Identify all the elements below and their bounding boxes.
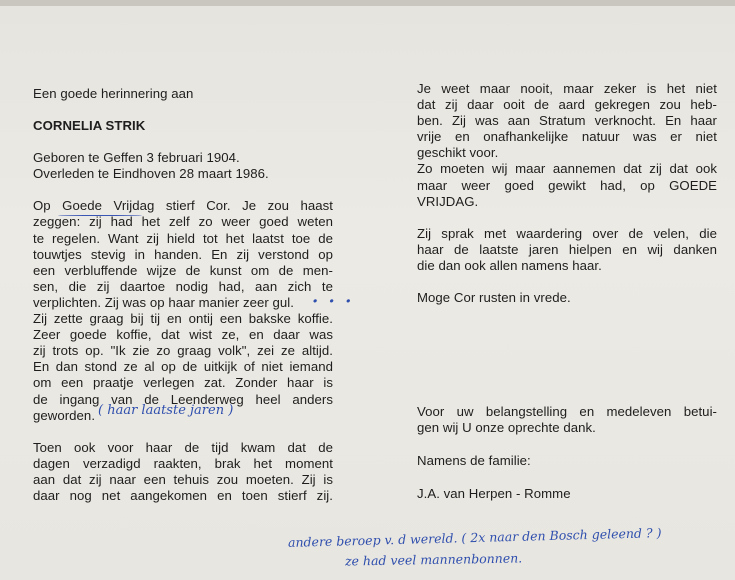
deceased-name: CORNELIA STRIK [33, 118, 146, 134]
handwritten-note-bottom-1: andere beroep v. d wereld. ( 2x naar den Bosch geleend ? ) [287, 525, 662, 550]
left-paragraph-1 [33, 198, 333, 423]
text-line: zeggen: zij had het zelf zo weer goed weten [33, 214, 333, 230]
text-line: dagen verzadigd raakten, brak het moment [33, 455, 333, 471]
text-line: verplichten. Zij was op haar manier zeer gul. [33, 294, 294, 310]
text-line: sen, die zij daartoe nodig had, aan zich te [33, 278, 333, 294]
text-line: geschikt voor. [417, 145, 499, 161]
left-column [33, 86, 333, 504]
text-line: En dan stond ze al op de uitkijk of niet iemand [33, 359, 333, 375]
text-line: Zo moeten wij maar aannemen dat zij dat ook [417, 161, 717, 177]
handwritten-underline [58, 215, 142, 216]
right-column [417, 81, 717, 306]
text-line: aan dat zij naar een tehuis zou moeten. Zij is [33, 471, 333, 487]
rest-in-peace: Moge Cor rusten in vrede. [417, 290, 571, 306]
intro-line: Een goede herinnering aan [33, 86, 194, 101]
text-line: VRIJDAG. [417, 193, 479, 209]
text-line: touwtjes stevig in handen. En zij verstond op [33, 246, 333, 262]
family-name: J.A. van Herpen - Romme [417, 486, 571, 502]
text-line: dat zij daar ooit de aard gekregen zou heb- [417, 97, 717, 113]
text-line: Voor uw belangstelling en medeleven betui- [417, 404, 717, 419]
left-paragraph-2 [33, 440, 333, 504]
handwritten-note-bottom-2: ze had veel mannenbonnen. [344, 550, 523, 569]
handwritten-note-years: ( haar laatste jaren ) [98, 403, 234, 418]
text-line: zij trots op. "Ik zie zo graag volk", zei ze altijd. [33, 343, 333, 359]
text-line: een verbluffende wijze de kunst om de men- [33, 262, 333, 278]
text-line: de ingang van de Leenderweg heel anders [33, 391, 333, 407]
text-line: ben. Zij was aan Stratum verknocht. En haar [417, 113, 717, 129]
text-line: om een praatje verlegen zat. Zonder haar is [33, 375, 333, 391]
death-line: Overleden te Eindhoven 28 maart 1986. [33, 166, 269, 182]
text-line: daar nog net aangekomen en toen stierf zij. [33, 487, 333, 503]
family-label: Namens de familie: [417, 453, 531, 469]
text-line: Toen ook voor haar de tijd kwam dat de [33, 439, 333, 455]
text-line: vrije en onafhankelijke natuur was er niet [417, 129, 717, 145]
handwritten-dots: · · · [312, 291, 354, 312]
text-line: te regelen. Want zij hield tot het laatst toe de [33, 230, 333, 246]
text-line: gen wij U onze oprechte dank. [417, 420, 596, 436]
birth-line: Geboren te Geffen 3 februari 1904. [33, 150, 240, 166]
right-paragraph-1 [417, 81, 717, 210]
text-line: die dan ook allen namens haar. [417, 257, 602, 273]
text-line: Zij zette graag bij tij en ontij een bakske koffie. [33, 311, 333, 327]
right-paragraph-2 [417, 226, 717, 274]
text-line: Zij sprak met waardering over de velen, die [417, 225, 717, 241]
thanks-block [417, 404, 717, 502]
text-line: maar weer goed gewikt had, op GOEDE [417, 177, 717, 193]
text-line: Op Goede Vrijdag stierf Cor. Je zou haast [33, 198, 333, 214]
text-line: geworden. [33, 407, 96, 423]
text-line: haar de laatste jaren hielpen en wij danken [417, 241, 717, 257]
text-line: Zeer goede koffie, dat wist ze, en daar was [33, 327, 333, 343]
text-line: Je weet maar nooit, maar zeker is het niet [417, 81, 717, 96]
